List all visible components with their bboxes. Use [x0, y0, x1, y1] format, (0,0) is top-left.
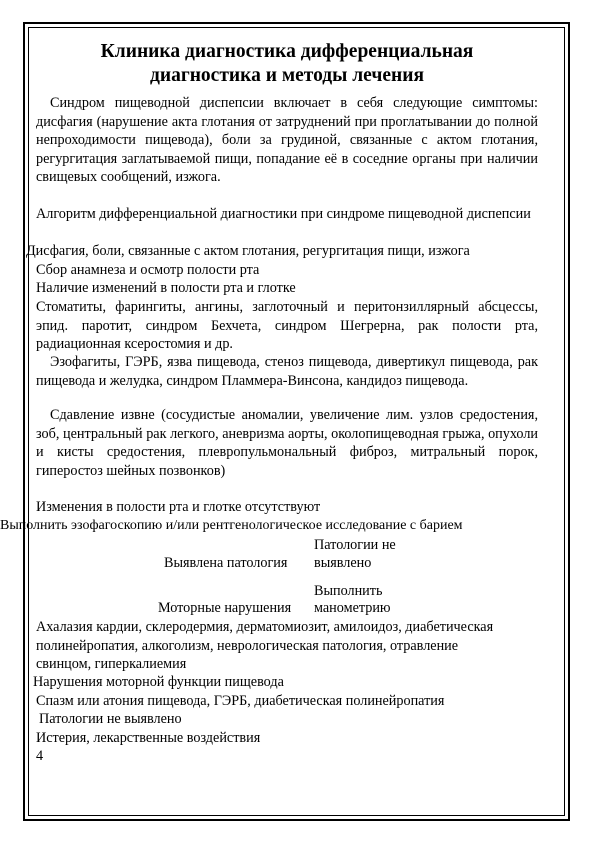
hysteria-line: Истерия, лекарственные воздействия	[36, 730, 261, 746]
no-pathology-label-a: Патологии не	[314, 537, 396, 553]
no-pathology-label-b: выявлено	[314, 555, 372, 571]
motor-disorders-label: Моторные нарушения	[158, 600, 292, 616]
symptoms-line: Дисфагия, боли, связанные с актом глотания, регургитация пищи, изжога	[26, 243, 470, 259]
document-body	[36, 40, 538, 88]
no-pathology-line: Патологии не выявлено	[39, 711, 182, 727]
changes-present-line: Наличие изменений в полости рта и глотке	[36, 280, 296, 296]
esophagitis-paragraph: Эзофагиты, ГЭРБ, язва пищевода, стеноз пищевода, дивертикул пищевода, рак пищевода и желудка, синдром Пламмера-Винсона, кандидоз пищевода.	[36, 354, 538, 389]
compression-paragraph: Сдавление извне (сосудистые аномалии, увеличение лим. узлов средостения, зоб, центральный рак легкого, аневризма аорты, околопищеводная грыжа, опухоли и кисты средостения, плевропульмональный фиброз, митральный порок, гиперостоз шейных позвонков)	[36, 407, 538, 479]
spasm-line: Спазм или атония пищевода, ГЭРБ, диабетическая полинейропатия	[36, 693, 445, 709]
algorithm-heading: Алгоритм дифференциальной диагностики при синдроме пищеводной диспепсии	[36, 206, 531, 222]
title-line-1: Клиника диагностика дифференциальная	[100, 41, 474, 62]
manometry-label: манометрию	[314, 600, 391, 616]
title-line-2: диагностика и методы лечения	[149, 65, 425, 86]
perform-egd-line: Выполнить эзофагоскопию и/или рентгенологическое исследование с барием	[0, 518, 463, 533]
perform-label: Выполнить	[314, 583, 383, 599]
pathology-found-label: Выявлена патология	[164, 555, 288, 571]
page-title	[36, 40, 538, 88]
motor-function-line: Нарушения моторной функции пищевода	[33, 674, 284, 690]
stomatitis-paragraph: Стоматиты, фарингиты, ангины, заглоточный и перитонзиллярный абсцессы, эпид. паротит, синдром Бехчета, синдром Шегрерна, рак полости рта, радиационная ксеростомия и др.	[36, 299, 538, 353]
syndrome-paragraph: Синдром пищеводной диспепсии включает в себя следующие симптомы: дисфагия (нарушение акта глотания от затруднений при проглатывании до полной непроходимости пищевода), боли за грудиной, связанные с актом глотания, регургитация заглатываемой пищи, попадание её в соседние органы при наличии свищевых сообщений, изжога.	[36, 95, 538, 186]
achalasia-paragraph: Ахалазия кардии, склеродермия, дерматомиозит, амилоидоз, диабетическая полинейропатия, алкоголизм, неврологическая патология, отравление свинцом, гиперкалиемия	[36, 619, 494, 673]
anamnesis-line: Сбор анамнеза и осмотр полости рта	[36, 262, 260, 278]
changes-absent-line: Изменения в полости рта и глотке отсутствуют	[36, 499, 321, 515]
page-number: 4	[36, 748, 44, 764]
